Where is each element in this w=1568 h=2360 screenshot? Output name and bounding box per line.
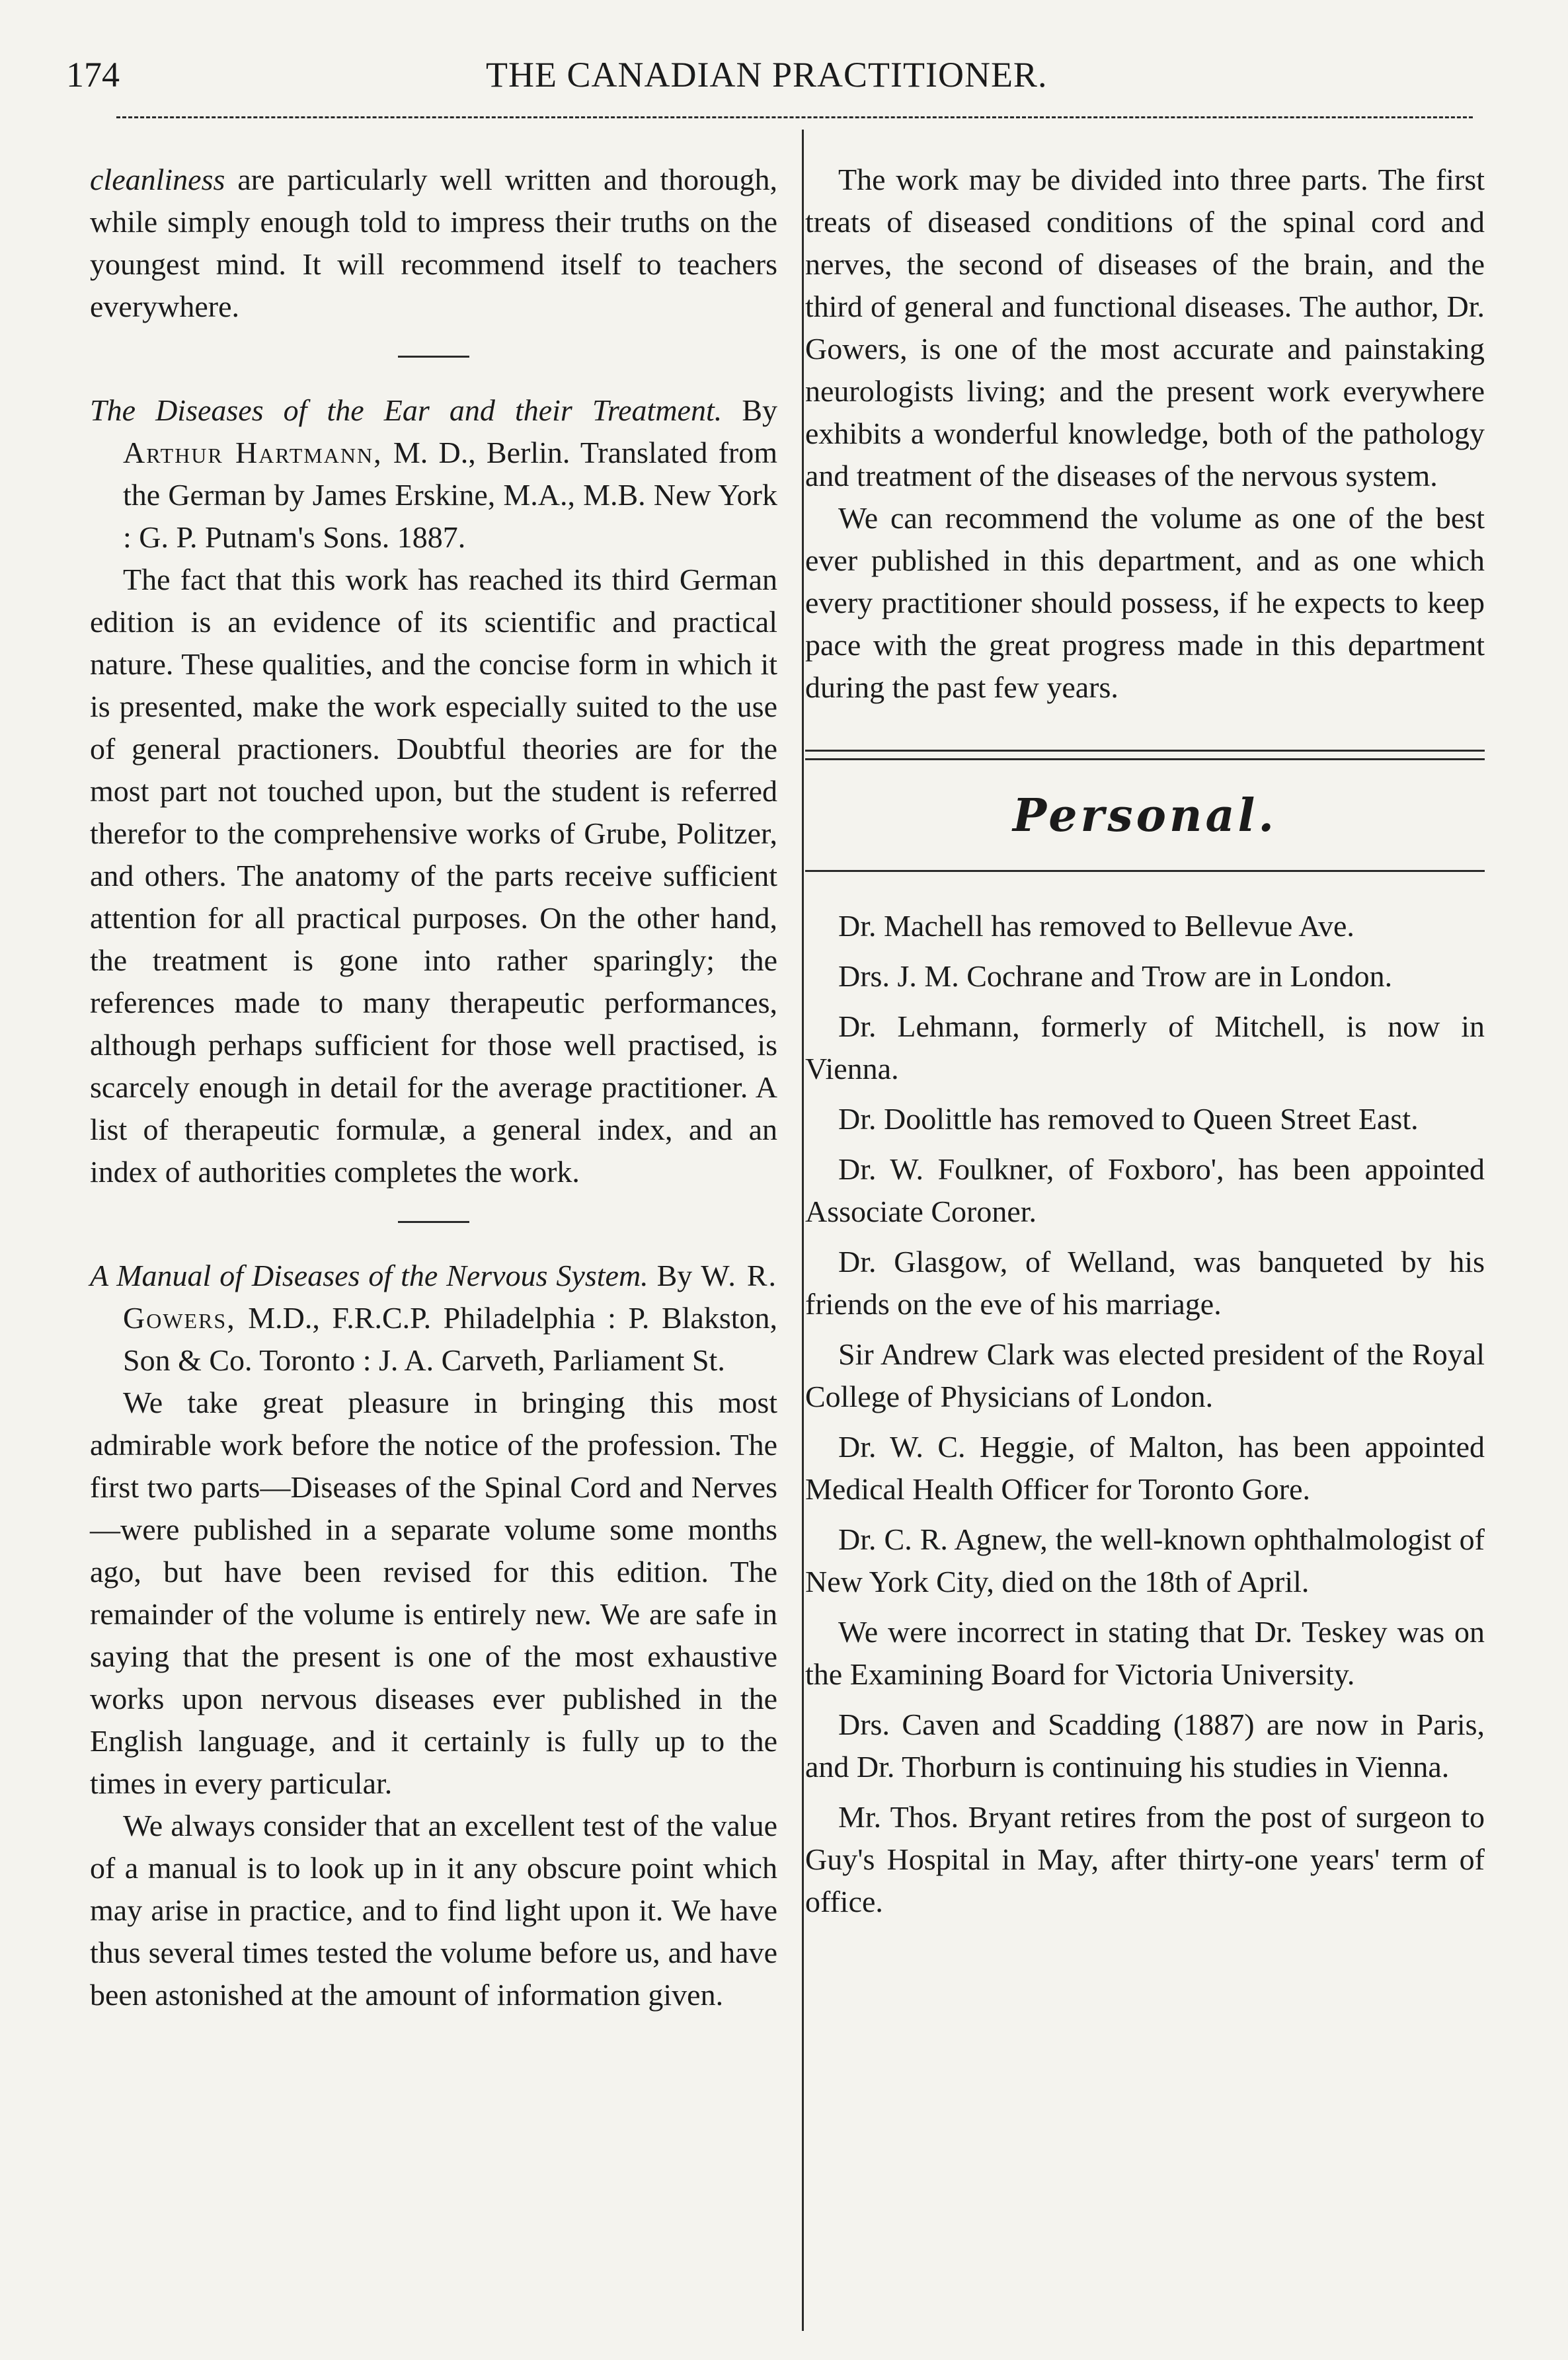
personal-item: Dr. Doolittle has removed to Queen Street East. (838, 1102, 1419, 1136)
section-rule (398, 1221, 469, 1223)
section-rule (398, 356, 469, 358)
left-column (90, 159, 777, 2016)
review2-continued-1: The work may be divided into three parts. The first treats of diseased conditions of the spinal cord and nerves, the second of diseases of the brain, and the third of general and functional diseases. The author, Dr. Gowers, is one of the most accurate and painstaking neurologists living; and the present work everywhere exhibits a wonderful knowledge, both of the pathology and treatment of the diseases of the nervous system. (805, 163, 1485, 492)
review1-by: By (742, 393, 778, 427)
personal-item: Drs. J. M. Cochrane and Trow are in London. (838, 959, 1393, 993)
personal-rule (805, 870, 1485, 872)
personal-item: Dr. Glasgow, of Welland, was banqueted by his friends on the eve of his marriage. (805, 1245, 1485, 1321)
review2-body-1: We take great pleasure in bringing this most admirable work before the notice of the profession. The first two parts—Diseases of the Spinal Cord and Nerves—were published in a separate volume some months ago, but have been revised for this edition. The remainder of the volume is entirely new. We are safe in saying that the present is one of the most exhaustive works upon nervous diseases ever published in the English language, and it certainly is fully up to the times in every particular. (90, 1386, 777, 1800)
personal-list (805, 905, 1485, 1923)
personal-heading: Personal. (1012, 789, 1278, 842)
review2-citation (90, 1255, 777, 1382)
personal-item: Dr. C. R. Agnew, the well-known ophthalmologist of New York City, died on the 18th of April. (805, 1522, 1485, 1598)
header-rule (116, 116, 1473, 120)
review2-body-2: We always consider that an excellent test of the value of a manual is to look up in it any obscure point which may arise in practice, and to find light upon it. We have thus several times tested the volume before us, and have been astonished at the amount of information given. (90, 1809, 777, 2012)
review1-citation (90, 389, 777, 559)
intro-paragraph (90, 159, 777, 328)
right-column (805, 159, 1485, 1931)
review2-title: A Manual of Diseases of the Nervous System. (90, 1259, 648, 1292)
section-double-rule (805, 750, 1485, 760)
personal-item: Dr. Lehmann, formerly of Mitchell, is now in Vienna. (805, 1009, 1485, 1085)
intro-italic-word: cleanliness (90, 163, 225, 196)
personal-item: Dr. W. Foulkner, of Foxboro', has been appointed Associate Coroner. (805, 1152, 1485, 1228)
review1-title: The Diseases of the Ear and their Treatment. (90, 393, 723, 427)
personal-item: Mr. Thos. Bryant retires from the post of surgeon to Guy's Hospital in May, after thirty-one years' term of office. (805, 1800, 1485, 1918)
column-divider (802, 130, 804, 2331)
personal-item: Dr. Machell has removed to Bellevue Ave. (838, 909, 1354, 943)
review2-continued-2: We can recommend the volume as one of the best ever published in this department, and as one which every practitioner should possess, if he expects to keep pace with the great progress made in this department during the past few years. (805, 501, 1485, 704)
review2-author: W. R. Gowers, (123, 1259, 777, 1335)
review1-details: M. D., Berlin. Translated from the German by James Erskine, M.A., M.B. New York : G. P. Putnam's Sons. 1887. (123, 436, 777, 554)
page-header (0, 54, 1568, 100)
review2-details: M.D., F.R.C.P. Philadelphia : P. Blakston, Son & Co. Toronto : J. A. Carveth, Parliament St. (123, 1301, 778, 1377)
personal-item: Sir Andrew Clark was elected president of the Royal College of Physicians of London. (805, 1337, 1485, 1413)
personal-item: We were incorrect in stating that Dr. Teskey was on the Examining Board for Victoria University. (805, 1615, 1485, 1691)
personal-item: Drs. Caven and Scadding (1887) are now in Paris, and Dr. Thorburn is continuing his studies in Vienna. (805, 1708, 1485, 1784)
page-number: 174 (66, 55, 120, 95)
personal-item: Dr. W. C. Heggie, of Malton, has been appointed Medical Health Officer for Toronto Gore. (805, 1430, 1485, 1506)
intro-rest: are particularly well written and thorough, while simply enough told to impress their truths on the youngest mind. It will recommend itself to teachers everywhere. (90, 163, 777, 323)
review2-by: By (656, 1259, 693, 1292)
review1-author: Arthur Hartmann, (123, 436, 383, 469)
running-title: THE CANADIAN PRACTITIONER. (486, 55, 1048, 95)
review1-body: The fact that this work has reached its third German edition is an evidence of its scientific and practical nature. These qualities, and the concise form in which it is presented, make the work especially suited to the use of general practioners. Doubtful theories are for the most part not touched upon, but the student is referred therefor to the comprehensive works of Grube, Politzer, and others. The anatomy of the parts receive sufficient attention for all practical purposes. On the other hand, the treatment is gone into rather sparingly; the references made to many therapeutic performances, although perhaps sufficient for those well practised, is scarcely enough in detail for the average practitioner. A list of therapeutic formulæ, a general index, and an index of authorities completes the work. (90, 563, 777, 1189)
